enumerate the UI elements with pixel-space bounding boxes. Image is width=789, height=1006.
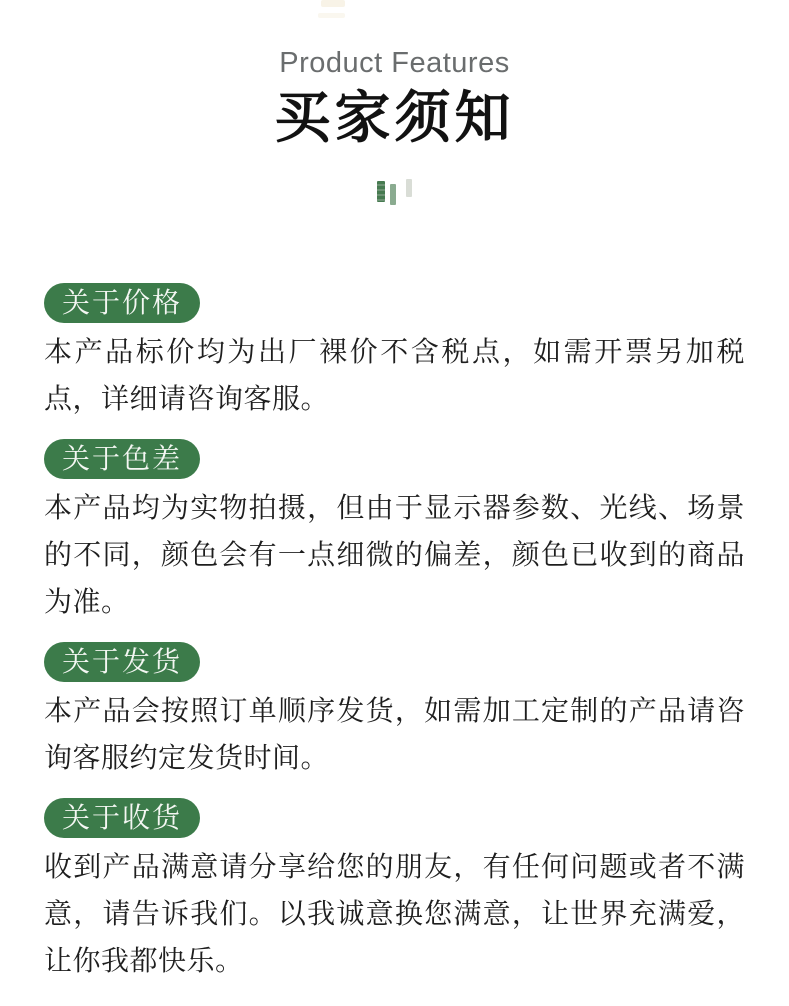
top-crop-artifact <box>318 13 345 18</box>
section-body-text: 本产品会按照订单顺序发货，如需加工定制的产品请咨询客服约定发货时间。 <box>44 695 745 773</box>
section-label-pill: 关于发货 <box>44 642 200 682</box>
section-shipping <box>44 642 745 781</box>
section-price <box>44 283 745 422</box>
bar-dark-green <box>377 181 385 202</box>
section-receiving <box>44 798 745 984</box>
bar-light-gray <box>406 179 412 197</box>
section-color-difference <box>44 439 745 625</box>
page-title: 买家须知 <box>274 86 515 149</box>
section-body-text: 本产品均为实物拍摄，但由于显示器参数、光线、场景的不同，颜色会有一点细微的偏差，颜色已收到的商品为准。 <box>44 492 745 617</box>
section-body-text: 收到产品满意请分享给您的朋友，有任何问题或者不满意，请告诉我们。以我诚意换您满意，让世界充满爱，让你我都快乐。 <box>44 851 745 976</box>
bar-medium-green <box>390 184 396 205</box>
subtitle-product-features: Product Features <box>279 47 510 79</box>
section-body-text: 本产品标价均为出厂裸价不含税点，如需开票另加税点，详细请咨询客服。 <box>44 336 745 414</box>
header <box>0 0 789 205</box>
section-label-pill: 关于收货 <box>44 798 200 838</box>
top-crop-artifact <box>321 0 345 7</box>
notice-sections <box>0 205 789 984</box>
section-label-pill: 关于价格 <box>44 283 200 323</box>
three-bars-icon <box>0 179 789 205</box>
section-label-pill: 关于色差 <box>44 439 200 479</box>
